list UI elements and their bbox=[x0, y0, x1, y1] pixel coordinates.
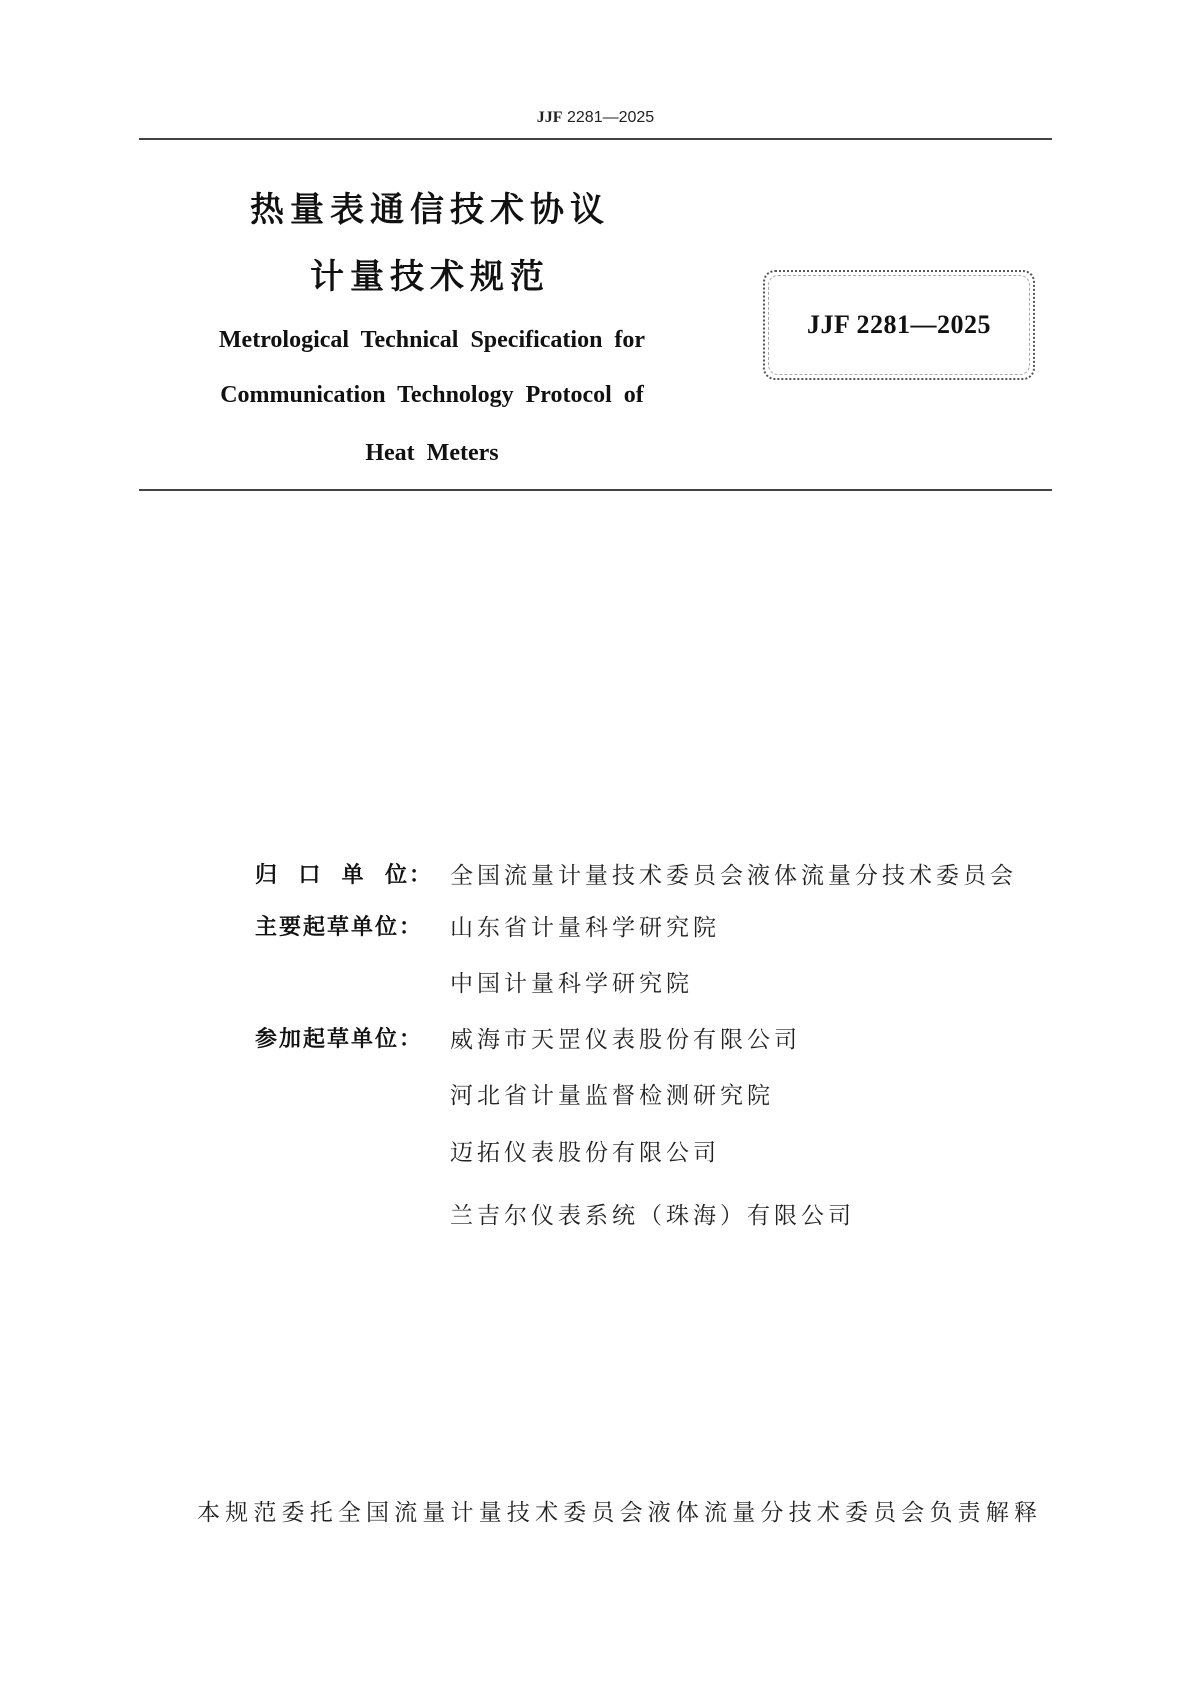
title-en-line2: Communication Technology Protocol of bbox=[220, 382, 644, 408]
title-bottom-rule bbox=[139, 489, 1052, 491]
org-label: 主要起草单位： bbox=[255, 914, 424, 940]
standard-code-text: JJF 2281—2025 bbox=[807, 310, 991, 339]
title-en-line3: Heat Meters bbox=[365, 440, 499, 466]
org-row-participating-4 bbox=[255, 1193, 855, 1233]
title-en-line1: Metrological Technical Specification for bbox=[218, 327, 646, 353]
org-row-participating bbox=[255, 1017, 801, 1057]
header-code-number: 2281—2025 bbox=[562, 109, 655, 126]
org-value: 河北省计量监督检测研究院 bbox=[450, 1082, 774, 1109]
header-code-prefix: JJF bbox=[536, 109, 563, 126]
standard-code-box bbox=[763, 270, 1035, 380]
org-row-participating-3 bbox=[255, 1130, 720, 1170]
interpretation-note: 本规范委托全国流量计量技术委员会液体流量分技术委员会负责解释 bbox=[197, 1500, 1039, 1526]
org-row-main-drafter bbox=[255, 905, 720, 945]
org-row-responsible bbox=[255, 853, 1017, 893]
org-value: 山东省计量科学研究院 bbox=[450, 914, 720, 941]
title-cn-line1: 热量表通信技术协议 bbox=[250, 190, 610, 230]
org-label: 参加起草单位： bbox=[255, 1026, 424, 1052]
running-header bbox=[0, 107, 1191, 129]
org-label: 归 口 单 位： bbox=[255, 862, 433, 888]
title-cn-line2: 计量技术规范 bbox=[310, 257, 550, 297]
org-row-main-drafter-2 bbox=[255, 961, 693, 1001]
org-value: 中国计量科学研究院 bbox=[450, 970, 693, 997]
header-rule bbox=[139, 138, 1052, 140]
org-value: 全国流量计量技术委员会液体流量分技术委员会 bbox=[450, 862, 1017, 889]
org-value: 迈拓仪表股份有限公司 bbox=[450, 1139, 720, 1166]
org-row-participating-2 bbox=[255, 1073, 774, 1113]
org-value: 兰吉尔仪表系统（珠海）有限公司 bbox=[450, 1202, 855, 1229]
org-value: 威海市天罡仪表股份有限公司 bbox=[450, 1026, 801, 1053]
